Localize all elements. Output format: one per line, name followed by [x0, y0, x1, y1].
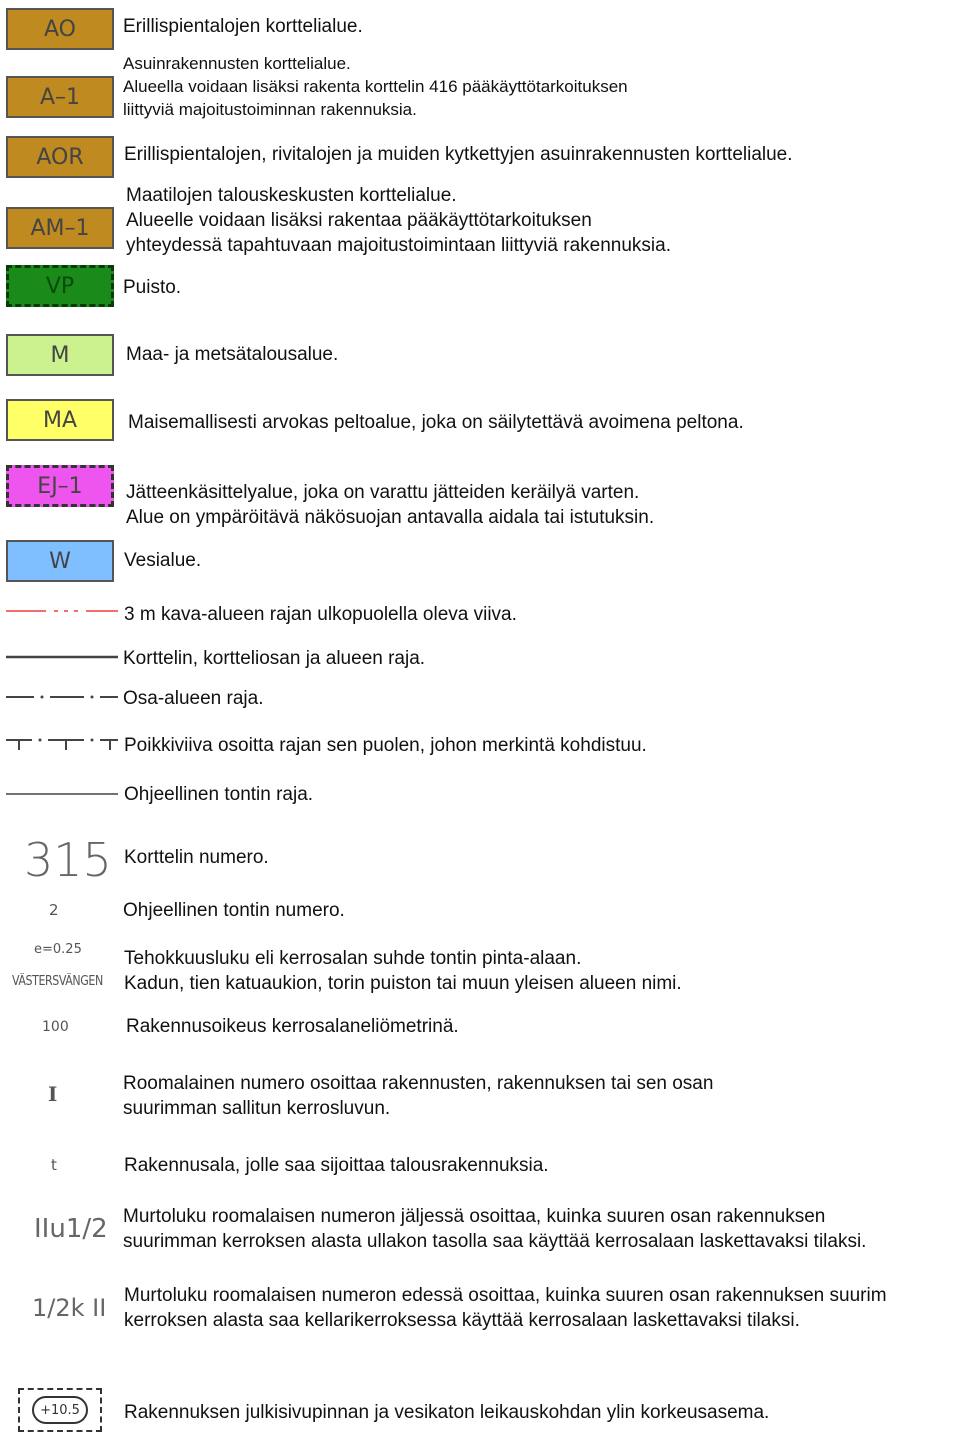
plot-number-description: [123, 898, 345, 923]
w-symbol: W: [6, 540, 114, 582]
cross-line-line-1: Poikkiviiva osoitta rajan sen puolen, johon merkintä kohdistuu.: [124, 735, 647, 756]
cross-line-description: [124, 733, 647, 758]
plot-line-line-1: Ohjeellinen tontin raja.: [124, 784, 314, 805]
attic-line-1: Murtoluku roomalaisen numeron jäljessä osoittaa, kuinka suuren osan rakennuksen: [123, 1206, 826, 1227]
am1-description: [126, 183, 671, 258]
am1-line-2: Alueelle voidaan lisäksi rakentaa pääkäyttötarkoituksen: [126, 210, 592, 231]
ej1-line-1: Jätteenkäsittelyalue, joka on varattu jätteiden keräilyä varten.: [126, 482, 640, 503]
aor-symbol: AOR: [6, 136, 114, 178]
floor-area-description: [126, 1014, 459, 1039]
block-line-description: [123, 646, 425, 671]
w-line-1: Vesialue.: [124, 550, 202, 571]
sub-area-description: [123, 686, 263, 711]
a1-line-1: Asuinrakennusten korttelialue.: [123, 54, 351, 73]
efficiency-line-1: Tehokkuusluku eli kerrosalan suhde tontin pinta-alaan.: [124, 948, 582, 969]
vp-symbol: VP: [6, 265, 114, 307]
m-description: [126, 342, 338, 367]
sub-area-line-symbol: [6, 690, 118, 704]
red-line-line-1: 3 m kava-alueen rajan ulkopuolella oleva viiva.: [124, 604, 517, 625]
ej1-line-2: Alue on ympäröitävä näkösuojan antavalla aidala tai istutuksin.: [126, 507, 655, 528]
ma-line-1: Maisemallisesti arvokas peltoalue, joka on säilytettävä avoimena peltona.: [128, 412, 744, 433]
basement-description: [124, 1283, 887, 1333]
street-name-symbol: VÄSTERSVÄNGEN: [12, 974, 103, 989]
am1-line-1: Maatilojen talouskeskusten korttelialue.: [126, 185, 457, 206]
height-symbol: [18, 1388, 102, 1432]
red-line-description: [124, 602, 517, 627]
floor-area-line-1: Rakennusoikeus kerrosalaneliömetrinä.: [126, 1016, 459, 1037]
block-number-symbol: 315: [24, 833, 112, 887]
roman-description: [123, 1071, 713, 1121]
height-line-1: Rakennuksen julkisivupinnan ja vesikaton leikauskohdan ylin korkeusasema.: [124, 1402, 770, 1423]
plot-line-description: [124, 782, 313, 807]
w-description: [124, 548, 201, 573]
ao-description: [123, 14, 363, 39]
a1-line-3: liittyviä majoitustoiminnan rakennuksia.: [123, 100, 417, 119]
basement-line-2: kerroksen alasta saa kellarikerroksessa käyttää kerrosalaan laskettavaksi tilaksi.: [124, 1310, 800, 1331]
block-number-description: [124, 845, 269, 870]
efficiency-symbol: e=0.25: [34, 942, 82, 957]
aor-description: [124, 142, 793, 167]
outbuilding-area-symbol: t: [51, 1156, 57, 1174]
efficiency-description: [124, 946, 581, 971]
aor-line-1: Erillispientalojen, rivitalojen ja muiden kytkettyjen asuinrakennusten korttelialue.: [124, 144, 793, 165]
vp-description: [123, 275, 181, 300]
ej1-symbol: EJ–1: [6, 465, 114, 507]
plot-boundary-line-symbol: [6, 787, 118, 801]
roman-line-1: Roomalainen numero osoittaa rakennusten, rakennuksen tai sen osan: [123, 1073, 714, 1094]
outbuilding-description: [124, 1153, 549, 1178]
red-dash-line-symbol: [6, 604, 118, 618]
m-line-1: Maa- ja metsätalousalue.: [126, 344, 339, 365]
roman-line-2: suurimman sallitun kerrosluvun.: [123, 1098, 391, 1119]
basement-fraction-symbol: 1/2k II: [32, 1294, 107, 1322]
block-line-line-1: Korttelin, kortteliosan ja alueen raja.: [123, 648, 426, 669]
attic-fraction-symbol: IIu1/2: [34, 1214, 108, 1244]
vp-line-1: Puisto.: [123, 277, 182, 298]
a1-symbol: A–1: [6, 76, 114, 118]
plot-number-line-1: Ohjeellinen tontin numero.: [123, 900, 345, 921]
ao-symbol: AO: [6, 8, 114, 50]
street-description: [124, 971, 682, 996]
basement-line-1: Murtoluku roomalaisen numeron edessä osoittaa, kuinka suuren osan rakennuksen suurim: [124, 1285, 887, 1306]
height-description: [124, 1400, 769, 1425]
cross-line-symbol: [6, 736, 118, 752]
sub-area-line-1: Osa-alueen raja.: [123, 688, 264, 709]
m-symbol: M: [6, 334, 114, 376]
ej1-description: [126, 480, 654, 530]
plot-number-symbol: 2: [49, 901, 59, 919]
roman-numeral-symbol: I: [48, 1082, 58, 1106]
block-boundary-line-symbol: [6, 650, 118, 664]
ao-line-1: Erillispientalojen korttelialue.: [123, 16, 363, 37]
attic-description: [123, 1204, 866, 1254]
floor-area-symbol: 100: [42, 1019, 69, 1035]
am1-line-3: yhteydessä tapahtuvaan majoitustoimintaan liittyviä rakennuksia.: [126, 235, 671, 256]
a1-description: [123, 52, 628, 121]
outbuilding-line-1: Rakennusala, jolle saa sijoittaa talousrakennuksia.: [124, 1155, 549, 1176]
a1-line-2: Alueella voidaan lisäksi rakenta korttelin 416 pääkäyttötarkoituksen: [123, 77, 628, 96]
attic-line-2: suurimman kerroksen alasta ullakon tasolla saa käyttää kerrosalaan laskettavaksi tilaksi.: [123, 1231, 867, 1252]
height-value: +10.5: [40, 1402, 80, 1418]
am1-symbol: AM–1: [6, 207, 114, 249]
ma-description: [128, 410, 744, 435]
ma-symbol: MA: [6, 399, 114, 441]
street-line-1: Kadun, tien katuaukion, torin puiston tai muun yleisen alueen nimi.: [124, 973, 682, 994]
block-number-line-1: Korttelin numero.: [124, 847, 269, 868]
height-circle-icon: [32, 1396, 88, 1424]
